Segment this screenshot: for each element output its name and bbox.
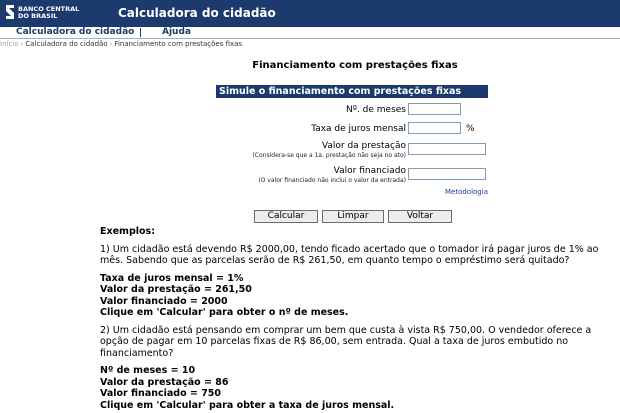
form-header: Simule o financiamento com prestações fixas [216, 85, 488, 98]
financing-form [216, 85, 488, 200]
page-title: Financiamento com prestações fixas [252, 60, 458, 71]
rate-label: Taxa de juros mensal [311, 124, 406, 134]
examples-heading: Exemplos: [100, 226, 155, 237]
calculate-button[interactable]: Calcular [254, 210, 318, 223]
breadcrumb-arrow-icon: › [20, 40, 24, 48]
rate-unit: % [466, 124, 475, 134]
example2-text: 2) Um cidadão está pensando em comprar um bem que custa à vista R$ 750,00. O vendedor oferece a opção de pagar em 10 parcelas fixas de R$ 86,00, sem entrada. Qual a taxa de juros embutido no financiamento? [100, 324, 592, 359]
examples-section [100, 226, 600, 411]
nav-divider [140, 28, 141, 37]
breadcrumb-home[interactable]: Início [0, 40, 19, 48]
installment-label: Valor da prestação [321, 141, 406, 151]
financed-input[interactable] [408, 168, 486, 180]
nav-item-calculadora[interactable]: Calculadora do cidadão [16, 27, 135, 37]
financed-note: (O valor financiado não inclui o valor da entrada) [258, 177, 406, 184]
installment-note: (Considera-se que a 1a. prestação não seja no ato) [252, 152, 406, 159]
bank-emblem-icon [4, 4, 16, 20]
example1-line2: Valor da prestação = 261,50 [100, 284, 252, 295]
nav-item-ajuda[interactable]: Ajuda [162, 27, 191, 37]
bank-name [18, 6, 88, 20]
installment-input[interactable] [408, 143, 486, 155]
bank-name-line2: DO BRASIL [18, 12, 58, 20]
financed-label: Valor financiado [333, 166, 406, 176]
example1-line4: Clique em 'Calcular' para obter o nº de meses. [100, 307, 349, 318]
example1-line1: Taxa de juros mensal = 1% [100, 272, 244, 284]
example2-line2: Valor da prestação = 86 [100, 376, 229, 388]
methodology-link[interactable]: Metodologia [444, 188, 488, 196]
breadcrumb-level1[interactable]: Calculadora do cidadão [25, 40, 108, 48]
breadcrumb [0, 40, 242, 48]
breadcrumb-arrow-icon: › [109, 40, 113, 48]
breadcrumb-current: Financiamento com prestações fixas [114, 40, 243, 48]
top-nav [0, 27, 620, 39]
example1-text: 1) Um cidadão está devendo R$ 2000,00, tendo ficado acertado que o tomador irá pagar juros de 1% ao mês. Sabendo que as parcelas serão de R$ 261,50, em quanto tempo o empréstimo será quitado? [100, 243, 599, 266]
app-title: Calculadora do cidadão [118, 6, 276, 20]
back-button[interactable]: Voltar [388, 210, 452, 223]
rate-input[interactable] [408, 122, 461, 134]
example2-line1: Nº de meses = 10 [100, 365, 196, 376]
months-label: Nº. de meses [345, 105, 406, 115]
clear-button[interactable]: Limpar [322, 210, 384, 223]
bank-logo[interactable] [4, 4, 84, 23]
top-header-bar [0, 0, 620, 27]
bank-name-line1: BANCO CENTRAL [18, 5, 80, 13]
example1-line3: Valor financiado = 2000 [100, 295, 228, 307]
example2-line3: Valor financiado = 750 [100, 388, 222, 399]
example2-line4: Clique em 'Calcular' para obter a taxa de juros mensal. [100, 399, 395, 411]
months-input[interactable] [408, 103, 461, 115]
